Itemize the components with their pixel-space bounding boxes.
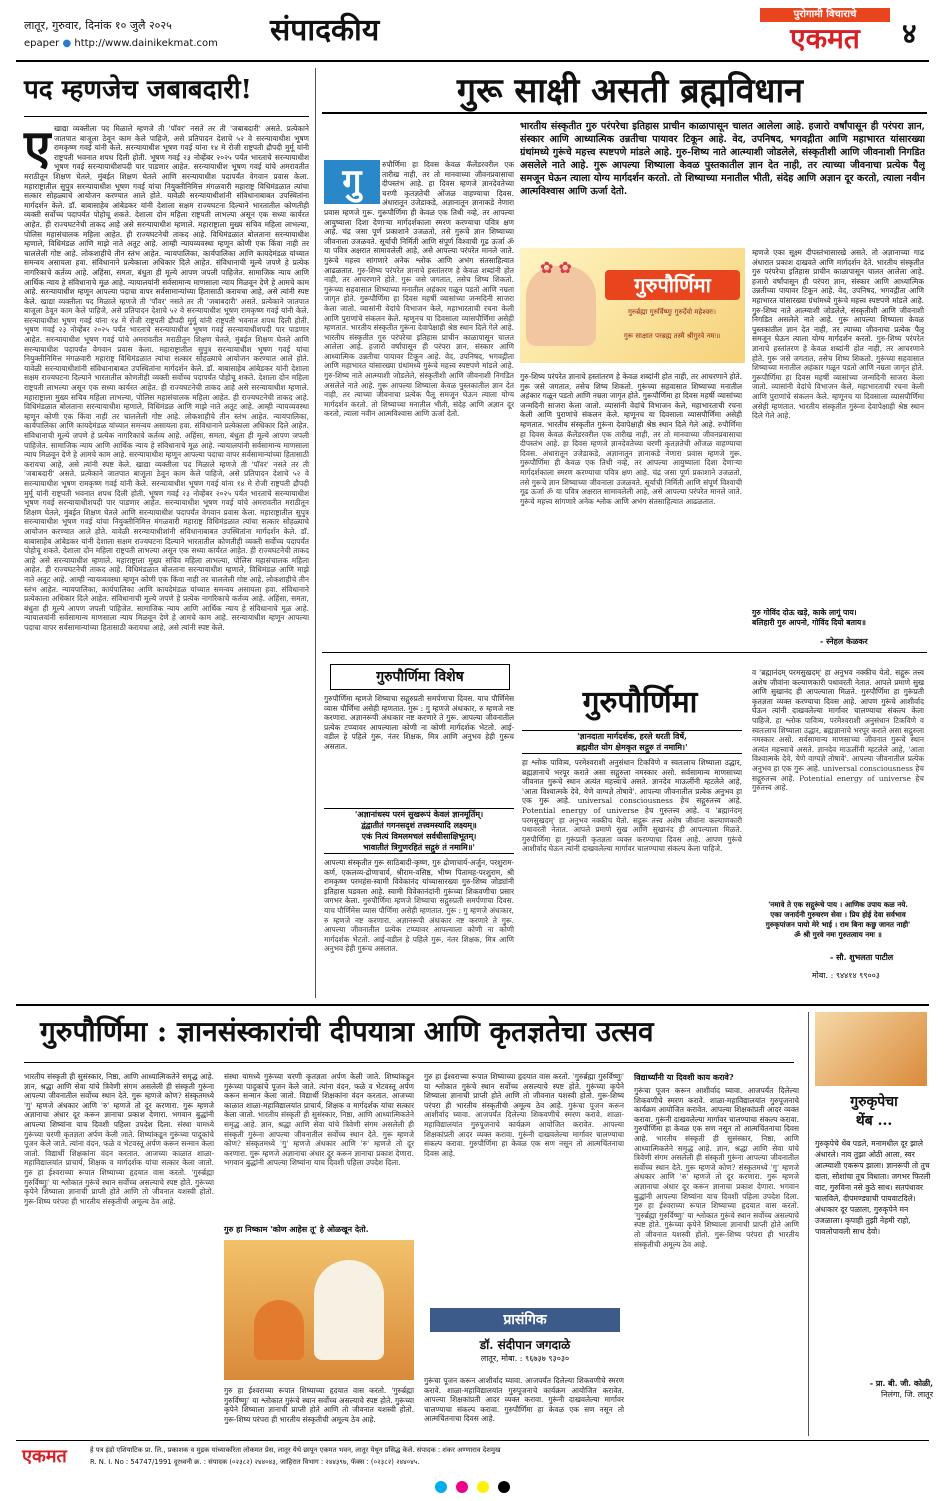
feature-col2 [520, 372, 742, 620]
side-poem: गुरुकृपेचे थेंब पडले, मनामधील दूर झाले अंधारले। नाव तुझा ओठी आला, स्वर आत्म्याशी एकरूप झाला। ज्ञानरूपी तो तुच दाता, सोशांचा तूच विधाता। जगभर फिरली वाट, गुरुविना नसे कुठे साथ। सतपंथावर चालविले, दीपमण्ड्याची पायवाटदिले। अंधःकार दूर पळाला, गुरुकृपेने मन उजळाला। कृपाही तुझी नेहमी राहो, पावलोपावली साथ देवो। [815, 1139, 931, 1236]
gp-quote-1: 'ज्ञानदाता मार्गदर्शक, हरले धरती विर्षे, [577, 731, 687, 741]
feature-bottom-rule [322, 652, 927, 653]
graphic-caption: गुरू साक्षात परब्रह्म तस्मै श्रीगुरवे नमः॥ [623, 332, 721, 340]
feature-col2-more: रुपौर्णिमा हा दिवस केवळ कॅलेंडरवरील एक तारीख नाही, तर तो मानवाच्या जीवनप्रवासाचा दीपस्तंभ आहे. हा दिवस म्हणजे ज्ञानदेवतेच्या चरणी कृतज्ञतेची ओंजळ वाहण्याचा दिवस. अंधारातून उजेडाकडे, अज्ञानातून ज्ञानाकडे नेणारा प्रवास म्हणजे गुरू. गुरूपौर्णिमा ही केवळ एक तिथी नव्हे, तर आपल्या आयुष्याला दिशा देणाऱ्या मार्गदर्शकाला स्मरण करण्याचा पवित्र क्षण आहे. चंद्र जसा पूर्ण प्रकाशाने उजळतो, तसे गुरूचे ज्ञान शिष्याच्या जीवनाला उजळवते. सूर्याची निर्मिती आणि संपूर्ण विश्वाची गूढ ऊर्जा ॐ या पवित्र अक्षरात सामावलेली आहे, असे आपल्या परंपरेत मानले जाते. गुरूंचे महत्त्व सांगणारे अनेक श्लोक आणि अभंग संतसाहित्यात आढळतात. [520, 419, 742, 506]
epaper-label: epaper [24, 38, 60, 49]
gurupournima-body-right [752, 668, 924, 898]
masthead-tagline: पुरोगामी विचाराचे [760, 8, 890, 22]
feature-title-rule [322, 112, 927, 114]
poem-line-1: गुरु गोविंद दोऊ खड़े, काके लागूं पाय। [752, 608, 857, 617]
prasangik-label: प्रासंगिक [430, 1308, 620, 1332]
gp-body-right-text: व 'ब्रह्मानंदम् परमसुखदम्' हा अनुभव नक्कीच येतो. सद्गुरू तत्त्व अशेष जीवांना कल्याणकारी पथावरती नेतात. आपले प्रमाणे सुख आणि सुखानंद ही आपल्याला मिळते. गुरुपौर्णिमा हा गुरूंप्रती कृतज्ञता व्यक्त करण्याचा दिवस आहे. आपण गुरूंचे आशीर्वाद घेऊन त्यांनी दाखवलेल्या मार्गावर चालण्याचा संकल्प केला पाहिजे. [752, 668, 924, 725]
flower-icon: ✿ ✿ [540, 258, 572, 277]
bottom-col3-lower: गुरूंचा पूजन करून आशीर्वाद घ्यावा. आजपर्यंत दिलेल्या शिकवणीचे स्मरण करावे. शाळा-महाविद्यालयांत गुरुपूजनाचे कार्यक्रम आयोजित करावेत. आपल्या शिक्षकांप्रती आदर व्यक्त करावा. गुरूंनी दाखवलेल्या मार्गावर चालण्याचा संकल्प करावा. गुरुपौर्णिमा हा केवळ एक सण नसून तो आत्मचिंतनाचा दिवस आहे. [424, 1376, 624, 1424]
special-quote [324, 808, 514, 854]
special-body: गुरुपौर्णिमा म्हणजे शिष्याचा सद्गुरुप्रती समर्पणाचा दिवस. याच पौर्णिमेस व्यास पौर्णिमा असेही म्हणतात. गुरू : गु म्हणजे अंधःकार, रु म्हणजे नष्ट करणारा. अज्ञानरूपी अंधःकार नष्ट करणारे ते गुरू. आपल्या जीवनातील प्रत्येक टप्प्यावर आपल्याला कोणी ना कोणी मार्गदर्शक भेटतो. आई-वडील हे पहिले गुरू, नंतर शिक्षक, मित्र आणि अनुभव हेही गुरूच असतात. [324, 694, 514, 751]
prasangik-author: डॉ. संदीपान जगदाळे [479, 1338, 571, 1352]
gp-body-right-more: हा श्लोक पावित्र्य, परमेश्वराशी अनुसंधान टिकविणे व स्वतःलाच शिष्याला उद्धार, ब्रह्मज्ञानाचे भरपूर कराते असा सद्गुरुला नमस्कार असो. सर्वसामान्य माणसाच्या जीवनात गुरूचे स्थान अत्यंत महत्त्वाचे असते. ज्ञानदेव माऊलींनी म्हटलेले आहे, 'आता विश्वात्मके देवे, येणे वाग्यज्ञे तोषावे'. आपल्या जीवनातील प्रत्येक अनुभव हा एक गुरू आहे. universal consciousness हेच सद्गुरुतत्त्व आहे. Potential energy of universe हेच गुरुतत्त्व आहे. [752, 715, 924, 793]
special-body-2-text: आपल्या संस्कृतीत गुरू साठिबादी-कृष्ण, गुरु द्रोणाचार्य-अर्जुन, परशुराम-कर्ण, एकलव्य-द्रोणाचार्य, श्रीराम-वसिष्ठ, भीष्म पितामह-परशुराम, श्री रामकृष्ण परमहंस-स्वामी विवेकानंद यांच्यासारख्या गुरु-शिष्य जोड्यांनी इतिहास घडवला आहे. स्वामी विवेकानंदांनी गुरूंच्या शिकवणीचा प्रसार जगभर केला. [324, 858, 514, 906]
editorial-text: खाद्या व्यक्तीला पद मिळाले म्हणजे ती 'पॉवर' नसते तर ती 'जबाबदारी' असते. प्रत्येकाने जातपात बाजूला ठेवून काम केले पाहिजे, असे प्रतिपादन देशाचे ५२ वे सरन्यायाधीश भूषण रामकृष्ण गवई यांनी केले. सरन्यायाधीश भूषण गवई यांना १४ मे रोजी राष्ट्रपती द्रौपदी मुर्मू यांनी राष्ट्रपती भवनात शपथ दिली होती. भूषण गवई २३ नोव्हेंबर २०२५ पर्यंत भारताचे सरन्यायाधीश भूषण गवई सरन्यायाधीशपदी पार पाडणार आहेत. सरन्यायाधीश भूषण गवई यांचे अमरावतीत मराठीतून शिक्षण घेतले, मुंबईत शिक्षण घेतले आणि सरन्यायाधीश पदापर्यंत वेगवान प्रवास केला. महाराष्ट्रातील सुपुत्र सरन्यायाधीश भूषण गवई यांचा नियुक्तीनिमित्त मंगळवारी महाराष्ट्र विधिमंडळात त्यांचा सत्कार सोहळ्याचे आयोजन करण्यात आले होते. यावेळी सरन्यायाधीशांनी संविधानाबाबत उपस्थितांना मार्गदर्शन केले. डॉ. बाबासाहेब आंबेडकर यांनी देशाला सक्षम राज्यघटना दिल्याने भारतातील कोणतीही व्यक्ती सर्वोच्च पदापर्यंत पोहोचू शकते. देशाला दोन महिला राष्ट्रपती लाभल्या असून एक सध्या कार्यरत आहेत. ही राज्यघटनेची ताकद आहे असे सरन्यायाधीश म्हणाले. महाराष्ट्राला मुख्य सचिव महिला लाभल्या, पोलिस महासंचालक महिला आहेत. ही राज्यघटनेची ताकद आहे. विधिमंडळात बोलताना सरन्यायाधीश म्हणाले, विधिमंडळ आणि माझे नाते अतूट आहे. आम्ही न्यायव्यवस्था म्हणून कोणी एक किंवा नाही तर चाललेली गोष्ट आहे. लोकशाहीचे तीन स्तंभ आहेत. न्यायपालिका, कार्यपालिका आणि कायदेमंडळ यांच्यात समन्वय असायला हवा. संविधानाने प्रत्येकाला अधिकार दिले आहेत. संविधानाची मूल्ये जपणे हे प्रत्येक नागरिकाचे कर्तव्य आहे. अहिंसा, समता, बंधुता ही मूल्ये आपण जपली पाहिजेत. सामाजिक न्याय आणि आर्थिक न्याय हे संविधानाचे मूळ आहे. न्यायालयांनी सर्वसामान्य माणसाला न्याय मिळवून देणे हे आमचे काम आहे. सरन्यायाधीश म्हणून आपल्या पदाचा वापर सर्वसामान्यांच्या हितासाठी करायचा आहे, असे त्यांनी स्पष्ट केले. [24, 124, 309, 306]
footer-regno: R. N. I. No : 54747/1991 दूरध्वनी क्र. : संपादक (०२३८२) २४४०४३, जाहिरात विभाग : २४४३९७, फॅक्स : (०२३८२) २४४०४५. [90, 1458, 420, 1466]
side-place: निलंगा, जि. लातूर [880, 1390, 933, 1399]
bottom-col3 [424, 1072, 624, 1304]
editorial-title-rule [24, 116, 309, 117]
bottom-col4-more: भारतीय संस्कृती ही सुसंस्कार, निष्ठा, आणि आध्यात्मिकतेने समृद्ध आहे. ज्ञान, श्रद्धा आणि सेवा यांचे त्रिवेणी संगम असलेली ही संस्कृती गुरूंना आपल्या जीवनातील सर्वोच्च स्थान देते. गुरू म्हणजे कोण? संस्कृतमध्ये 'गु' म्हणजे अंधकार आणि 'रु' म्हणजे तो दूर करणारा. गुरू म्हणजे अज्ञानाचा अंधार दूर करून ज्ञानाचा प्रकाश देणारा. भगवान बुद्धांनी आपल्या शिष्यांना याच दिवशी पहिला उपदेश दिला. [634, 1133, 799, 1201]
bottom-col1 [24, 1072, 214, 1432]
poem-line-2: बलिहारी गुरु आपनो, गोविंद दियो बताय॥ [752, 618, 866, 627]
masthead-name: एकमत [790, 22, 860, 55]
gp-body-more: व 'ब्रह्मानंदम् परमसुखदम्' हा अनुभव नक्कीच येतो. सद्गुरू तत्त्व अशेष जीवांना कल्याणकारी पथावरती नेतात. आपले प्रमाणे सुख आणि सुखानंद ही आपल्याला मिळते. गुरुपौर्णिमा हा गुरूंप्रती कृतज्ञता व्यक्त करण्याचा दिवस आहे. आपण गुरूंचे आशीर्वाद घेऊन त्यांनी दाखवलेल्या मार्गावर चालण्याचा संकल्प केला पाहिजे. [522, 805, 742, 854]
special-quote-3: एकं नित्यं विमलमचलं सर्वधीसाक्षिभूतम्। [361, 831, 477, 841]
cyan-mark [435, 1481, 447, 1493]
feature-col1-more-2: भारतीय संस्कृतीत गुरु परंपरेचा इतिहास प्राचीन काळापासून चालत आलेला आहे. हजारो वर्षांपासून ही परंपरा ज्ञान, संस्कार आणि आध्यात्मिक उन्नतीचा पायावर टिकून आहे. वेद, उपनिषद, भगवद्गीता आणि महाभारत यांसारख्या ग्रंथांमध्ये गुरूंचे महत्त्व स्पष्टपणे मांडले आहे. गुरु-शिष्य नाते आत्म्याशी जोडलेले, संस्कृतीशी आणि जीवनाशी निगडित असलेले नाते आहे. गुरू आपल्या शिष्याला केवळ पुस्तकातील ज्ञान देत नाही, तर त्याच्या जीवनाचा प्रत्येक पैलू समजून घेऊन त्याला योग्य मार्गदर्शन करतो. तो शिष्याच्या मनातील भीती, संदेह आणि अज्ञान दूर करतो, त्याला नवीन आत्मविश्वास आणि ऊर्जा देतो. [324, 332, 514, 419]
gurupournima-bottom-quote [752, 900, 924, 940]
guru-illustration [224, 1240, 414, 1380]
side-title-1: गुरुकृपेचा [850, 1094, 898, 1110]
bottom-col1-more: संस्था यामध्ये गुरूंच्या चरणी कृतज्ञता अर्पण केली जाते. शिष्यांकडून गुरूंच्या पादुकांचे पूजन केले जाते. त्यांना वंदन, फळे व भेटवस्तू अर्पण करून सन्मान केला जातो. विद्यार्थी शिक्षकांना वंदन करतात. आजच्या काळात शाळा-महाविद्यालयांत प्राचार्य, शिक्षक व मार्गदर्शक यांचा सत्कार केला जातो. [24, 1119, 214, 1168]
footer-imprint: हे पत्र इंडो एशियाटिक प्रा. लि., प्रकाशक व मुद्रक यांच्याकरिता लोकमत प्रेस, लातूर येथे छापून एकमत भवन, लातूर येथून प्रसिद्ध केले. संपादक : शंकर अण्णाराव देशमुख [90, 1446, 501, 1454]
bottom-inline-quote: गुरु हा निष्काम 'कोण आहेस तू' हे ओळखून देतो. [224, 1224, 369, 1234]
yellow-mark [477, 1481, 489, 1493]
bottom-col1-more-2: गुरु हा ईश्वराच्या रूपात शिष्याच्या हृदयात वास करतो. 'गुरुर्ब्रह्मा गुरुर्विष्णुः' या श्लोकात गुरूंचे स्थान सर्वोच्च असल्याचे स्पष्ट होते. गुरूंच्या कृपेने शिष्याला ज्ञानाची प्राप्ती होते आणि तो जीवनात यशस्वी होतो. गुरू-शिष्य परंपरा ही भारतीय संस्कृतीची अमूल्य ठेव आहे. [24, 1167, 214, 1206]
feature-col3-more: गुरु-शिष्य परंपरेत ज्ञानाचे हस्तांतरण हे केवळ शब्दांनी होत नाही, तर आचरणाने होते. गुरू जसे जगतात, तसेच शिष्य शिकतो. गुरूंच्या सहवासात शिष्याच्या मनातील अहंकार गळून पडतो आणि नम्रता जागृत होते. गुरूपौर्णिमा हा दिवस महर्षी व्यासांच्या जन्मदिनी साजरा केला जातो. व्यासांनी वेदांचे विभाजन केले, महाभारताची रचना केली आणि पुराणांचे संकलन केले. म्हणूनच या दिवसाला व्यासपौर्णिमा असेही म्हणतात. भारतीय संस्कृतीत गुरूंना देवापेक्षाही श्रेष्ठ स्थान दिले गेले आहे. [752, 334, 924, 421]
bottom-col4-more-2: गुरु हा ईश्वराच्या रूपात शिष्याच्या हृदयात वास करतो. 'गुरुर्ब्रह्मा गुरुर्विष्णुः' या श्लोकात गुरूंचे स्थान सर्वोच्च असल्याचे स्पष्ट होते. गुरूंच्या कृपेने शिष्याला ज्ञानाची प्राप्ती होते आणि तो जीवनात यशस्वी होतो. गुरू-शिष्य परंपरा ही भारतीय संस्कृतीची अमूल्य ठेव आहे. [634, 1201, 799, 1249]
gp-quote-2: ब्रह्मवीत योग क्षेमकृत सद्गुरु तं नमामि।' [576, 742, 688, 752]
prasangik-phone: लातूर, मोबा. : ९६७३७ ९३०३० [480, 1354, 570, 1363]
epaper-line[interactable] [24, 38, 218, 49]
special-quote-1: 'अज्ञानांधस्य परमं सुखरूपं केवलं ज्ञानमूर्तिम्। [354, 809, 484, 819]
gp-body-text: हा श्लोक पावित्र्य, परमेश्वराशी अनुसंधान टिकविणे व स्वतःलाच शिष्याला उद्धार, ब्रह्मज्ञानाचे भरपूर कराते असा सद्गुरुला नमस्कार असो. सर्वसामान्य माणसाच्या जीवनात गुरूचे स्थान अत्यंत महत्त्वाचे असते. ज्ञानदेव माऊलींनी म्हटलेले आहे, 'आता विश्वात्मके देवे, येणे वाग्यज्ञे तोषावे'. आपल्या जीवनातील प्रत्येक अनुभव हा एक गुरू आहे. universal consciousness हेच सद्गुरुतत्त्व आहे. Potential energy of universe हेच गुरुतत्त्व आहे. [522, 758, 742, 815]
feature-title: गुरू साक्षी असती ब्रह्मविधान [456, 71, 804, 111]
header-rule [16, 60, 929, 62]
bottom-col1-text: भारतीय संस्कृती ही सुसंस्कार, निष्ठा, आणि आध्यात्मिकतेने समृद्ध आहे. ज्ञान, श्रद्धा आणि सेवा यांचे त्रिवेणी संगम असलेली ही संस्कृती गुरूंना आपल्या जीवनातील सर्वोच्च स्थान देते. गुरू म्हणजे कोण? संस्कृतमध्ये 'गु' म्हणजे अंधकार आणि 'रु' म्हणजे तो दूर करणारा. गुरू म्हणजे अज्ञानाचा अंधार दूर करून ज्ञानाचा प्रकाश देणारा. भगवान बुद्धांनी आपल्या शिष्यांना याच दिवशी पहिला उपदेश दिला. [24, 1072, 214, 1129]
gp-bq-3: गुरुकृपांजन पायो मेरे भाई । राम बिना कछु जानत नाही' [765, 920, 911, 929]
bottom-col3-more: गुरूंचा पूजन करून आशीर्वाद घ्यावा. आजपर्यंत दिलेल्या शिकवणीचे स्मरण करावे. शाळा-महाविद्यालयांत गुरुपूजनाचे कार्यक्रम आयोजित करावेत. आपल्या शिक्षकांप्रती आदर व्यक्त करावा. गुरूंनी दाखवलेल्या मार्गावर चालण्याचा संकल्प करावा. गुरुपौर्णिमा हा केवळ एक सण नसून तो आत्मचिंतनाचा दिवस आहे. [424, 1100, 624, 1158]
special-body-2 [324, 858, 514, 998]
prasangik-box [430, 1308, 620, 1372]
feature-poem [752, 608, 924, 628]
dateline: लातूर, गुरुवार, दिनांक १० जुलै २०२५ [24, 19, 172, 32]
bottom-col2-text: संस्था यामध्ये गुरूंच्या चरणी कृतज्ञता अर्पण केली जाते. शिष्यांकडून गुरूंच्या पादुकांचे पूजन केले जाते. त्यांना वंदन, फळे व भेटवस्तू अर्पण करून सन्मान केला जातो. विद्यार्थी शिक्षकांना वंदन करतात. आजच्या काळात शाळा-महाविद्यालयांत प्राचार्य, शिक्षक व मार्गदर्शक यांचा सत्कार केला जातो. [224, 1072, 414, 1120]
gp-bq-1: 'नमावे ते एक सद्गुरूंचे पाय । आणिक उपाय कळ नये. [768, 900, 908, 909]
side-image [815, 1012, 927, 1086]
side-box [808, 1012, 933, 1436]
special-label: गुरुपौर्णिमा विशेष [330, 664, 510, 690]
bottom-title-rule [24, 1062, 794, 1063]
section-title: संपादकीय [270, 13, 380, 48]
bottom-col2-lower: गुरु हा ईश्वराच्या रूपात शिष्याच्या हृदयात वास करतो. 'गुरुर्ब्रह्मा गुरुर्विष्णुः' या श्लोकात गुरूंचे स्थान सर्वोच्च असल्याचे स्पष्ट होते. गुरूंच्या कृपेने शिष्याला ज्ञानाची प्राप्ती होते आणि तो जीवनात यशस्वी होतो. गुरू-शिष्य परंपरा ही भारतीय संस्कृतीची अमूल्य ठेव आहे. [224, 1386, 414, 1424]
side-title-2: थेंब ... [855, 1113, 893, 1129]
gurupournima-byline: - सौ. शुभलता पाटील [830, 952, 894, 962]
col4-heading: विद्यार्थ्यांनी या दिवशी काय करावे? [634, 1072, 734, 1082]
column-divider [315, 68, 316, 998]
globe-icon: ● [62, 38, 72, 49]
side-byline: - प्रा. बी. जी. कोळी, [869, 1378, 933, 1388]
bottom-col3-text: गुरु हा ईश्वराच्या रूपात शिष्याच्या हृदयात वास करतो. 'गुरुर्ब्रह्मा गुरुर्विष्णुः' या श्लोकात गुरूंचे स्थान सर्वोच्च असल्याचे स्पष्ट होते. गुरूंच्या कृपेने शिष्याला ज्ञानाची प्राप्ती होते आणि तो जीवनात यशस्वी होतो. गुरू-शिष्य परंपरा ही भारतीय संस्कृतीची अमूल्य ठेव आहे. [424, 1072, 624, 1110]
gurupournima-graphic [520, 248, 745, 363]
bottom-col4-text: गुरूंचा पूजन करून आशीर्वाद घ्यावा. आजपर्यंत दिलेल्या शिकवणीचे स्मरण करावे. शाळा-महाविद्यालयांत गुरुपूजनाचे कार्यक्रम आयोजित करावेत. आपल्या शिक्षकांप्रती आदर व्यक्त करावा. गुरूंनी दाखवलेल्या मार्गावर चालण्याचा संकल्प करावा. गुरुपौर्णिमा हा केवळ एक सण नसून तो आत्मचिंतनाचा दिवस आहे. [634, 1086, 799, 1143]
special-body-2-more: गुरुपौर्णिमा म्हणजे शिष्याचा सद्गुरुप्रती समर्पणाचा दिवस. याच पौर्णिमेस व्यास पौर्णिमा असेही म्हणतात. गुरू : गु म्हणजे अंधःकार, रु म्हणजे नष्ट करणारा. अज्ञानरूपी अंधःकार नष्ट करणारे ते गुरू. आपल्या जीवनातील प्रत्येक टप्प्यावर आपल्याला कोणी ना कोणी मार्गदर्शक भेटतो. आई-वडील हे पहिले गुरू, नंतर शिक्षक, मित्र आणि अनुभव हेही गुरूच असतात. [324, 896, 514, 954]
bottom-col4 [634, 1086, 799, 1432]
gp-bq-2: एका जनार्दनी गुरुचरण सेवा । प्रिय होई देवा सर्वभाव [770, 910, 906, 919]
masthead [760, 8, 890, 60]
gurupournima-title: गुरुपौर्णिमा [582, 685, 698, 720]
gp-bq-4: ॐ श्री गुरवे नमः गुरुतत्वाय नमः ॥ [794, 930, 882, 939]
feature-col3 [752, 248, 924, 608]
feet-illustration [526, 266, 596, 346]
footer-rule [16, 1440, 929, 1441]
magenta-mark [456, 1481, 468, 1493]
feature-intro: भारतीय संस्कृतीत गुरु परंपरेचा इतिहास प्राचीन काळापासून चालत आलेला आहे. हजारो वर्षांपासून ही परंपरा ज्ञान, संस्कार आणि आध्यात्मिक उन्नतीचा पायावर टिकून आहे. वेद, उपनिषद, भगवद्गीता आणि महाभारत यांसारख्या ग्रंथांमध्ये गुरूंचे महत्त्व स्पष्टपणे मांडले आहे. गुरु-शिष्य नाते आत्म्याशी जोडलेले, संस्कृतीशी आणि जीवनाशी निगडित असलेले नाते आहे. गुरू आपल्या शिष्याला केवळ पुस्तकातील ज्ञान देत नाही, तर त्याच्या जीवनाचा प्रत्येक पैलू समजून घेऊन त्याला योग्य मार्गदर्शन करतो. तो शिष्याच्या मनातील भीती, संदेह आणि अज्ञान दूर करतो, त्याला नवीन आत्मविश्वास आणि ऊर्जा देतो. [520, 121, 925, 197]
editorial-dropcap: ए [24, 120, 51, 176]
guru-figure [314, 1260, 384, 1360]
special-quote-2: द्वंद्वातीतं गगनसदृशं तत्त्वमस्यादि लक्ष्यम्॥ [361, 820, 477, 830]
feature-col2-text: गुरु-शिष्य परंपरेत ज्ञानाचे हस्तांतरण हे केवळ शब्दांनी होत नाही, तर आचरणाने होते. गुरू जसे जगतात, तसेच शिष्य शिकतो. गुरूंच्या सहवासात शिष्याच्या मनातील अहंकार गळून पडतो आणि नम्रता जागृत होते. गुरूपौर्णिमा हा दिवस महर्षी व्यासांच्या जन्मदिनी साजरा केला जातो. व्यासांनी वेदांचे विभाजन केले, महाभारताची रचना केली आणि पुराणांचे संकलन केले. म्हणूनच या दिवसाला व्यासपौर्णिमा असेही म्हणतात. भारतीय संस्कृतीत गुरूंना देवापेक्षाही श्रेष्ठ स्थान दिले गेले आहे. [520, 372, 742, 429]
feature-col1-more: गुरु-शिष्य परंपरेत ज्ञानाचे हस्तांतरण हे केवळ शब्दांनी होत नाही, तर आचरणाने होते. गुरू जसे जगतात, तसेच शिष्य शिकतो. गुरूंच्या सहवासात शिष्याच्या मनातील अहंकार गळून पडतो आणि नम्रता जागृत होते. गुरूपौर्णिमा हा दिवस महर्षी व्यासांच्या जन्मदिनी साजरा केला जातो. व्यासांनी वेदांचे विभाजन केले, महाभारताची रचना केली आणि पुराणांचे संकलन केले. म्हणूनच या दिवसाला व्यासपौर्णिमा असेही म्हणतात. भारतीय संस्कृतीत गुरूंना देवापेक्षाही श्रेष्ठ स्थान दिले गेले आहे. [324, 265, 514, 333]
epaper-url[interactable]: http://www.dainikekmat.com [74, 38, 218, 49]
disciple-figure [254, 1300, 304, 1360]
graphic-title: गुरुपौर्णिमा [605, 270, 740, 300]
editorial-title: पद म्हणजेच जबाबदारी! [24, 75, 252, 105]
footer-brand: एकमत [22, 1446, 67, 1467]
graphic-verse: गुरुर्ब्रह्मा गुरुर्विष्णुः गुरुर्देवो महेश्वरः। [627, 308, 717, 316]
bottom-col2 [224, 1072, 414, 1222]
registration-marks [16, 1478, 929, 1497]
bottom-top-rule [16, 1004, 929, 1006]
feature-dropcap: गु [324, 160, 380, 204]
feature-byline: - स्नेहल केळकर [820, 636, 868, 646]
bottom-col2-more: भारतीय संस्कृती ही सुसंस्कार, निष्ठा, आणि आध्यात्मिकतेने समृद्ध आहे. ज्ञान, श्रद्धा आणि सेवा यांचे त्रिवेणी संगम असलेली ही संस्कृती गुरूंना आपल्या जीवनातील सर्वोच्च स्थान देते. गुरू म्हणजे कोण? संस्कृतमध्ये 'गु' म्हणजे अंधकार आणि 'रु' म्हणजे तो दूर करणारा. गुरू म्हणजे अज्ञानाचा अंधार दूर करून ज्ञानाचा प्रकाश देणारा. भगवान बुद्धांनी आपल्या शिष्यांना याच दिवशी पहिला उपदेश दिला. [224, 1110, 414, 1168]
editorial-body [24, 120, 309, 994]
black-mark [498, 1481, 510, 1493]
editorial-continuation: खाद्या व्यक्तीला पद मिळाले म्हणजे ती 'पॉवर' नसते तर ती 'जबाबदारी' असते. प्रत्येकाने जातपात बाजूला ठेवून काम केले पाहिजे, असे प्रतिपादन देशाचे ५२ वे सरन्यायाधीश भूषण रामकृष्ण गवई यांनी केले. सरन्यायाधीश भूषण गवई यांना १४ मे रोजी राष्ट्रपती द्रौपदी मुर्मू यांनी राष्ट्रपती भवनात शपथ दिली होती. भूषण गवई २३ नोव्हेंबर २०२५ पर्यंत भारताचे सरन्यायाधीश भूषण गवई सरन्यायाधीशपदी पार पाडणार आहेत. सरन्यायाधीश भूषण गवई यांचे अमरावतीत मराठीतून शिक्षण घेतले, मुंबईत शिक्षण घेतले आणि सरन्यायाधीश पदापर्यंत वेगवान प्रवास केला. महाराष्ट्रातील सुपुत्र सरन्यायाधीश भूषण गवई यांचा नियुक्तीनिमित्त मंगळवारी महाराष्ट्र विधिमंडळात त्यांचा सत्कार सोहळ्याचे आयोजन करण्यात आले होते. यावेळी सरन्यायाधीशांनी संविधानाबाबत उपस्थितांना मार्गदर्शन केले. डॉ. बाबासाहेब आंबेडकर यांनी देशाला सक्षम राज्यघटना दिल्याने भारतातील कोणतीही व्यक्ती सर्वोच्च पदापर्यंत पोहोचू शकते. देशाला दोन महिला राष्ट्रपती लाभल्या असून एक सध्या कार्यरत आहेत. ही राज्यघटनेची ताकद आहे असे सरन्यायाधीश म्हणाले. महाराष्ट्राला मुख्य सचिव महिला लाभल्या, पोलिस महासंचालक महिला आहेत. ही राज्यघटनेची ताकद आहे. विधिमंडळात बोलताना सरन्यायाधीश म्हणाले, विधिमंडळ आणि माझे नाते अतूट आहे. आम्ही न्यायव्यवस्था म्हणून कोणी एक किंवा नाही तर चाललेली गोष्ट आहे. लोकशाहीचे तीन स्तंभ आहेत. न्यायपालिका, कार्यपालिका आणि कायदेमंडळ यांच्यात समन्वय असायला हवा. संविधानाने प्रत्येकाला अधिकार दिले आहेत. संविधानाची मूल्ये जपणे हे प्रत्येक नागरिकाचे कर्तव्य आहे. अहिंसा, समता, बंधुता ही मूल्ये आपण जपली पाहिजेत. सामाजिक न्याय आणि आर्थिक न्याय हे संविधानाचे मूळ आहे. न्यायालयांनी सर्वसामान्य माणसाला न्याय मिळवून देणे हे आमचे काम आहे. सरन्यायाधीश म्हणून आपल्या पदाचा वापर सर्वसामान्यांच्या हितासाठी करायचा आहे, असे त्यांनी स्पष्ट केले. [24, 296, 309, 469]
editorial-continuation-2: खाद्या व्यक्तीला पद मिळाले म्हणजे ती 'पॉवर' नसते तर ती 'जबाबदारी' असते. प्रत्येकाने जातपात बाजूला ठेवून काम केले पाहिजे, असे प्रतिपादन देशाचे ५२ वे सरन्यायाधीश भूषण रामकृष्ण गवई यांनी केले. सरन्यायाधीश भूषण गवई यांना १४ मे रोजी राष्ट्रपती द्रौपदी मुर्मू यांनी राष्ट्रपती भवनात शपथ दिली होती. भूषण गवई २३ नोव्हेंबर २०२५ पर्यंत भारताचे सरन्यायाधीश भूषण गवई सरन्यायाधीशपदी पार पाडणार आहेत. सरन्यायाधीश भूषण गवई यांचे अमरावतीत मराठीतून शिक्षण घेतले, मुंबईत शिक्षण घेतले आणि सरन्यायाधीश पदापर्यंत वेगवान प्रवास केला. महाराष्ट्रातील सुपुत्र सरन्यायाधीश भूषण गवई यांचा नियुक्तीनिमित्त मंगळवारी महाराष्ट्र विधिमंडळात त्यांचा सत्कार सोहळ्याचे आयोजन करण्यात आले होते. यावेळी सरन्यायाधीशांनी संविधानाबाबत उपस्थितांना मार्गदर्शन केले. डॉ. बाबासाहेब आंबेडकर यांनी देशाला सक्षम राज्यघटना दिल्याने भारतातील कोणतीही व्यक्ती सर्वोच्च पदापर्यंत पोहोचू शकते. देशाला दोन महिला राष्ट्रपती लाभल्या असून एक सध्या कार्यरत आहेत. ही राज्यघटनेची ताकद आहे असे सरन्यायाधीश म्हणाले. महाराष्ट्राला मुख्य सचिव महिला लाभल्या, पोलिस महासंचालक महिला आहेत. ही राज्यघटनेची ताकद आहे. विधिमंडळात बोलताना सरन्यायाधीश म्हणाले, विधिमंडळ आणि माझे नाते अतूट आहे. आम्ही न्यायव्यवस्था म्हणून कोणी एक किंवा नाही तर चाललेली गोष्ट आहे. लोकशाहीचे तीन स्तंभ आहेत. न्यायपालिका, कार्यपालिका आणि कायदेमंडळ यांच्यात समन्वय असायला हवा. संविधानाने प्रत्येकाला अधिकार दिले आहेत. संविधानाची मूल्ये जपणे हे प्रत्येक नागरिकाचे कर्तव्य आहे. अहिंसा, समता, बंधुता ही मूल्ये आपण जपली पाहिजेत. सामाजिक न्याय आणि आर्थिक न्याय हे संविधानाचे मूळ आहे. न्यायालयांनी सर्वसामान्य माणसाला न्याय मिळवून देणे हे आमचे काम आहे. सरन्यायाधीश म्हणून आपल्या पदाचा वापर सर्वसामान्यांच्या हितासाठी करायचा आहे, असे त्यांनी स्पष्ट केले. [24, 459, 309, 632]
gurupournima-quote [522, 730, 742, 754]
gurupournima-body [522, 758, 742, 998]
gurupournima-phone: मोबा. : ९४४१४ ९९००३ [812, 971, 880, 980]
feature-col3-text: म्हणजे एका सूक्ष्म दीपस्तंभासारखे असते. तो अज्ञानाच्या गाढ अंधारात प्रकाश दाखवते आणि मार्गदर्शन देते. भारतीय संस्कृतीत गुरु परंपरेचा इतिहास प्राचीन काळापासून चालत आलेला आहे. हजारो वर्षांपासून ही परंपरा ज्ञान, संस्कार आणि आध्यात्मिक उन्नतीच्या पायावर टिकून आहे. वेद, उपनिषद, भगवद्गीता आणि महाभारत यांसारख्या ग्रंथांमध्ये गुरूंचे महत्त्व स्पष्टपणे मांडले आहे. गुरु-शिष्य नाते आत्म्याशी जोडलेले, संस्कृतीशी आणि जीवनाशी निगडित असलेले नाते आहे. गुरू आपल्या शिष्याला केवळ पुस्तकातील ज्ञान देत नाही, तर त्याच्या जीवनाचा प्रत्येक पैलू समजून घेऊन त्याला योग्य मार्गदर्शन करतो. [752, 248, 924, 344]
feature-col1-text: रुपौर्णिमा हा दिवस केवळ कॅलेंडरवरील एक तारीख नाही, तर तो मानवाच्या जीवनप्रवासाचा दीपस्तंभ आहे. हा दिवस म्हणजे ज्ञानदेवतेच्या चरणी कृतज्ञतेची ओंजळ वाहण्याचा दिवस. अंधारातून उजेडाकडे, अज्ञानातून ज्ञानाकडे नेणारा प्रवास म्हणजे गुरू. गुरूपौर्णिमा ही केवळ एक तिथी नव्हे, तर आपल्या आयुष्याला दिशा देणाऱ्या मार्गदर्शकाला स्मरण करण्याचा पवित्र क्षण आहे. चंद्र जसा पूर्ण प्रकाशाने उजळतो, तसे गुरूचे ज्ञान शिष्याच्या जीवनाला उजळवते. सूर्याची निर्मिती आणि संपूर्ण विश्वाची गूढ ऊर्जा ॐ या पवित्र अक्षरात सामावलेली आहे, असे आपल्या परंपरेत मानले जाते. गुरूंचे महत्त्व सांगणारे अनेक श्लोक आणि अभंग संतसाहित्यात आढळतात. [324, 160, 514, 275]
page-number: ४ [902, 17, 917, 50]
special-quote-4: भावातीतं त्रिगुणरहितं सद्गुरुं तं नमामि॥' [363, 842, 475, 852]
feature-col1 [324, 160, 514, 620]
bottom-title: गुरुपौर्णिमा : ज्ञानसंस्कारांची दीपयात्रा आणि कृतज्ञतेचा उत्सव [40, 1015, 654, 1048]
